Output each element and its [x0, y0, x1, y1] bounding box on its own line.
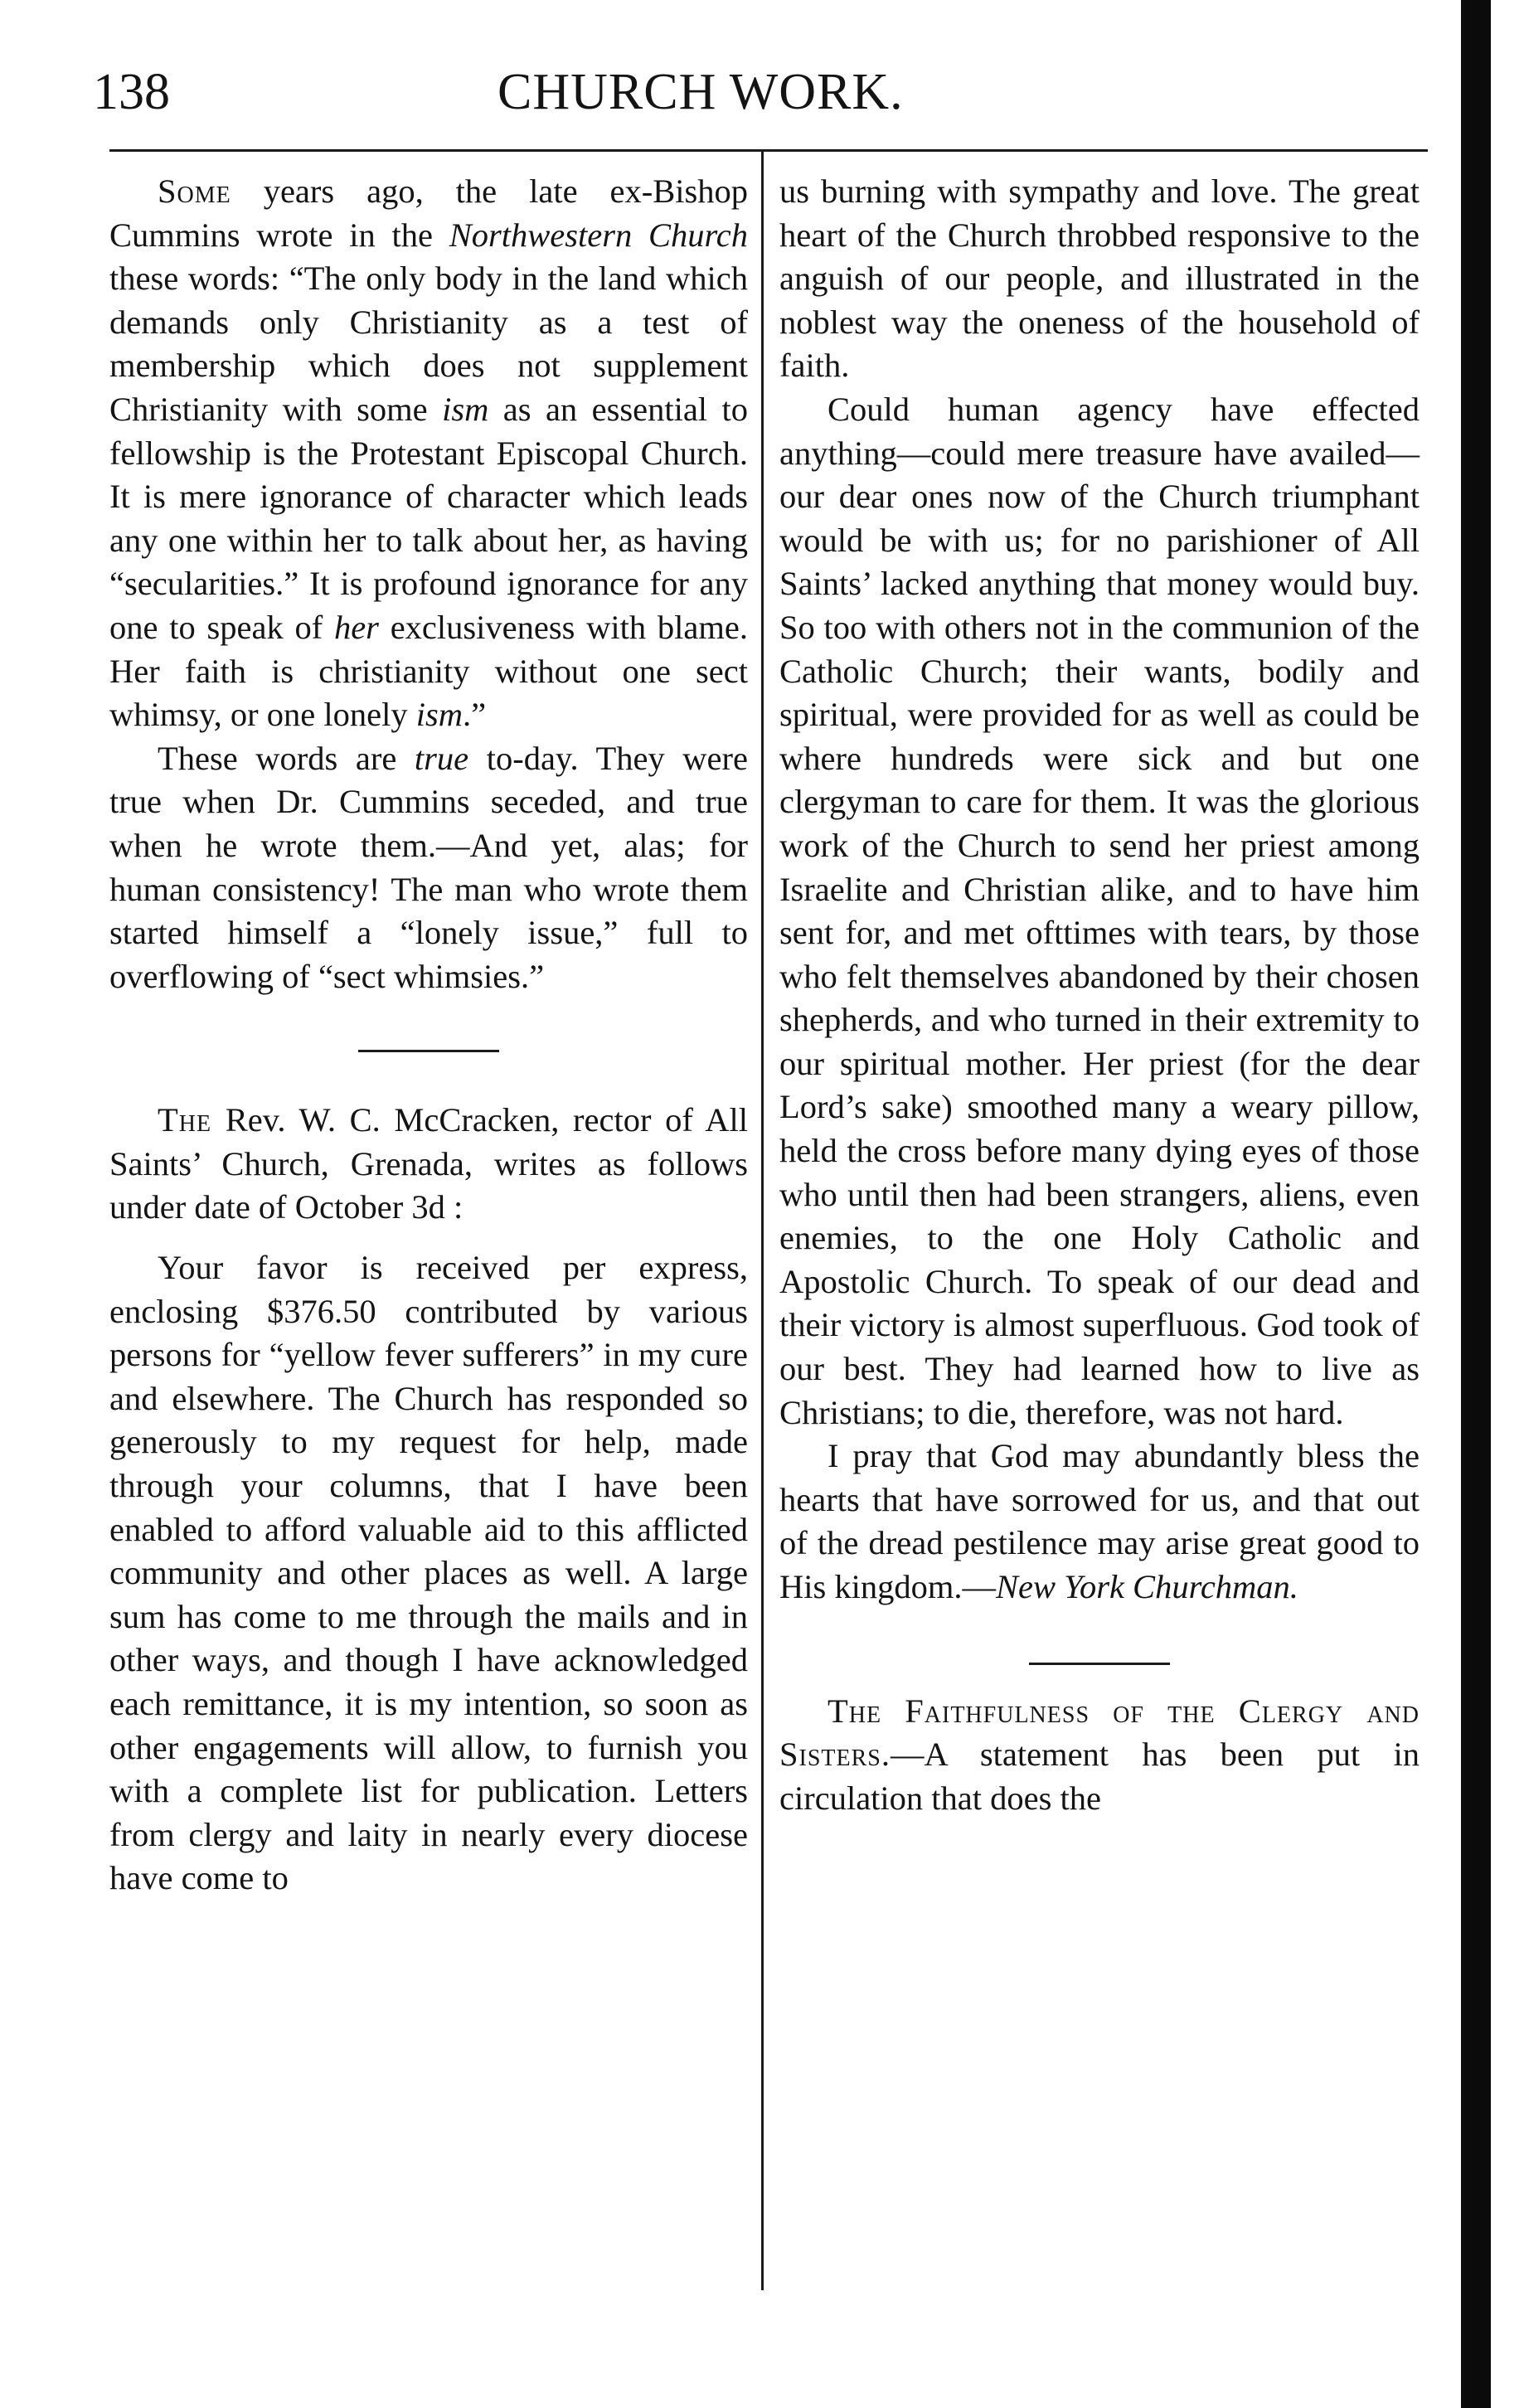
paragraph-mccracken: The Rev. W. C. McCracken, rector of All Saints’ Church, Grenada, writes as follows under date of October 3d : [109, 1101, 748, 1226]
section-separator [1029, 1663, 1170, 1665]
paragraph-cummins: Some years ago, the late ex-Bishop Cummins wrote in the Northwestern Church these words: “The only body in the land which demands only Christianity as a test of membership which does not supplement Christianity with some ism as an essential to fellowship is the Protestant Episcopal Church. It is mere ignorance of character which leads any one within her to talk about her, as having “secularities.” It is profound ignorance for any one to speak of her exclusiveness with blame. Her faith is christianity without one sect whimsy, or one lonely ism.” [109, 172, 748, 734]
column-divider [761, 151, 764, 2290]
paragraph-prayer: I pray that God may abundantly bless the hearts that have sorrowed for us, and that out of the dread pestilence may arise great good to His kingdom.—New York Churchman. [779, 1437, 1420, 1605]
paragraph-faithfulness: The Faithfulness of the Clergy and Sisters.—A statement has been put in circulation that does the [779, 1692, 1420, 1817]
italic-text: true [414, 739, 469, 777]
section-heading: The Faithfulness of the Clergy and Sisters. [779, 1692, 1420, 1774]
lead-word: Some [158, 172, 231, 210]
section-separator [358, 1050, 499, 1052]
left-column [109, 170, 748, 1901]
italic-text: ism [442, 390, 489, 428]
paragraph-continued: us burning with sympathy and love. The great heart of the Church throbbed responsive to the anguish of our people, and illustrated in the noblest way the oneness of the household of faith. [779, 172, 1420, 385]
scan-edge-bar [1461, 0, 1491, 2408]
right-column [779, 170, 1420, 1820]
italic-text: Northwestern Church [449, 216, 748, 254]
source-citation: New York Churchman. [996, 1568, 1298, 1605]
italic-text: her [333, 608, 379, 646]
page-number: 138 [93, 64, 170, 120]
paragraph-human-agency: Could human agency have effected anything—could mere treasure have availed—our dear ones now of the Church triumphant would be with us; for no parishioner of All Saints’ lacked anything that money would buy. So too with others not in the communion of the Catholic Church; their wants, bodily and spiritual, were provided for as well as could be where hundreds were sick and but one clergyman to care for them. It was the glorious work of the Church to send her priest among Israelite and Christian alike, and to have him sent for, and met ofttimes with tears, by those who felt themselves abandoned by their chosen shepherds, and who turned in their extremity to our spiritual mother. Her priest (for the dear Lord’s sake) smoothed many a weary pillow, held the cross before many dying eyes of those who until then had been strangers, aliens, even enemies, to the one Holy Catholic and Apostolic Church. To speak of our dead and their victory is almost superfluous. God took of our best. They had learned how to live as Christians; to die, therefore, was not hard. [779, 390, 1420, 1431]
italic-text: ism [415, 696, 463, 734]
header-rule [109, 149, 1428, 152]
running-title: CHURCH WORK. [497, 64, 904, 120]
lead-word: The [158, 1101, 212, 1139]
paragraph-true-today: These words are true to-day. They were true when Dr. Cummins seceded, and true when he wrote them.—And yet, alas; for human consistency! The man who wrote them started himself a “lonely issue,” full to overflowing of “sect whimsies.” [109, 739, 748, 995]
paragraph-letter: Your favor is received per express, enclosing $376.50 contributed by various persons for “yellow fever sufferers” in my cure and elsewhere. The Church has responded so generously to my request for help, made through your columns, that I have been enabled to afford valuable aid to this afflicted community and other places as well. A large sum has come to me through the mails and in other ways, and though I have acknowledged each remittance, it is my intention, so soon as other engagements will allow, to furnish you with a complete list for publication. Letters from clergy and laity in nearly every diocese have come to [109, 1249, 748, 1897]
